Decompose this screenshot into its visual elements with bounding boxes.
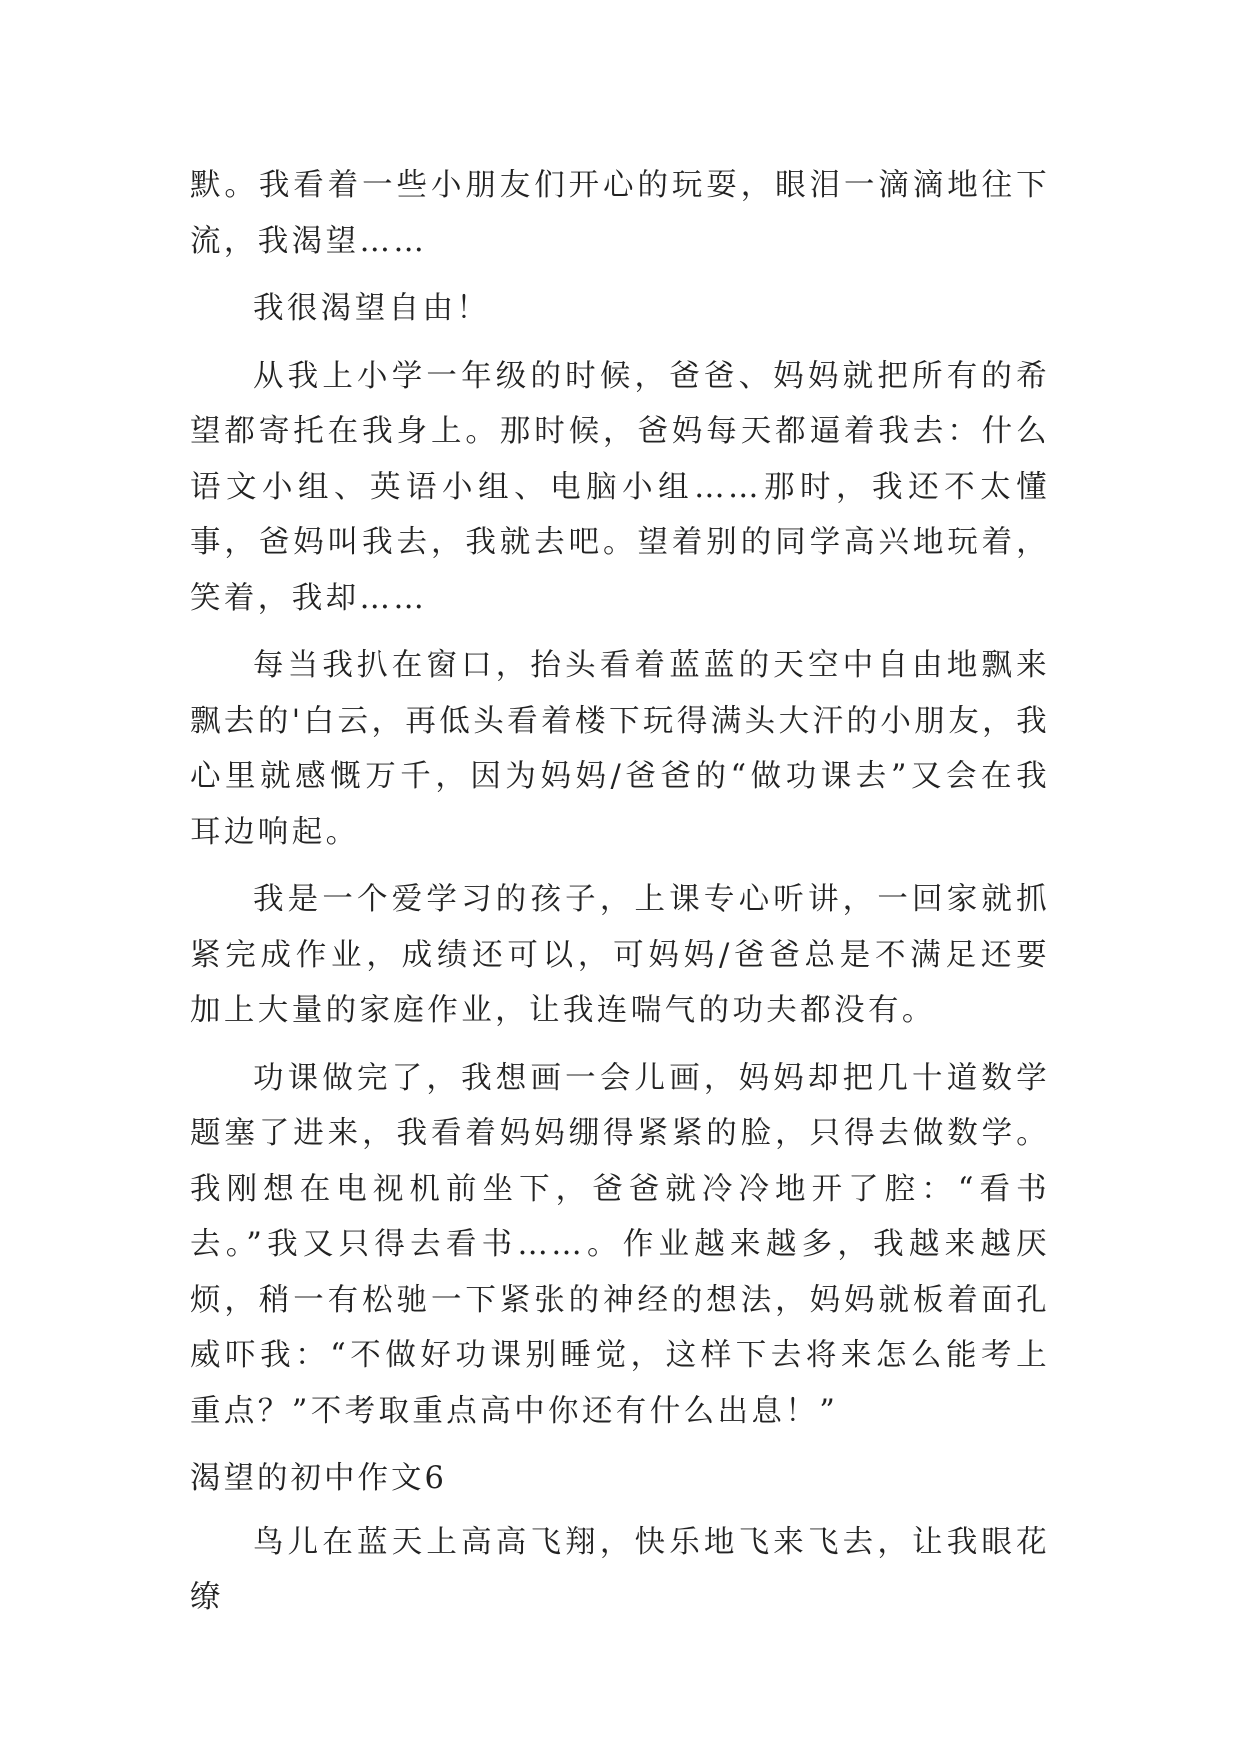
paragraph: 鸟儿在蓝天上高高飞翔，快乐地飞来飞去，让我眼花缭	[190, 1524, 1050, 1615]
document-page	[190, 158, 1050, 1638]
paragraph: 从我上小学一年级的时候，爸爸、妈妈就把所有的希望都寄托在我身上。那时候，爸妈每天都逼着我去：什么语文小组、英语小组、电脑小组……那时，我还不太懂事，爸妈叫我去，我就去吧。望着别的同学高兴地玩着，笑着，我却……	[190, 358, 1050, 616]
section-heading: 渴望的初中作文6	[190, 1461, 447, 1496]
paragraph: 我是一个爱学习的孩子，上课专心听讲，一回家就抓紧完成作业，成绩还可以，可妈妈/爸爸总是不满足还要加上大量的家庭作业，让我连喘气的功夫都没有。	[190, 882, 1050, 1028]
paragraph: 我很渴望自由！	[253, 291, 491, 326]
paragraph-continuation: 默。我看着一些小朋友们开心的玩耍，眼泪一滴滴地往下流，我渴望……	[190, 168, 1050, 259]
paragraph: 功课做完了，我想画一会儿画，妈妈却把几十道数学题塞了进来，我看着妈妈绷得紧紧的脸，只得去做数学。我刚想在电视机前坐下，爸爸就冷冷地开了腔：“看书去。”我又只得去看书……。作业越来越多，我越来越厌烦，稍一有松驰一下紧张的神经的想法，妈妈就板着面孔威吓我：“不做好功课别睡觉，这样下去将来怎么能考上重点？”不考取重点高中你还有什么出息！”	[190, 1060, 1050, 1429]
paragraph: 每当我扒在窗口，抬头看着蓝蓝的天空中自由地飘来飘去的'白云，再低头看着楼下玩得满头大汗的小朋友，我心里就感慨万千，因为妈妈/爸爸的“做功课去”又会在我耳边响起。	[190, 648, 1050, 850]
